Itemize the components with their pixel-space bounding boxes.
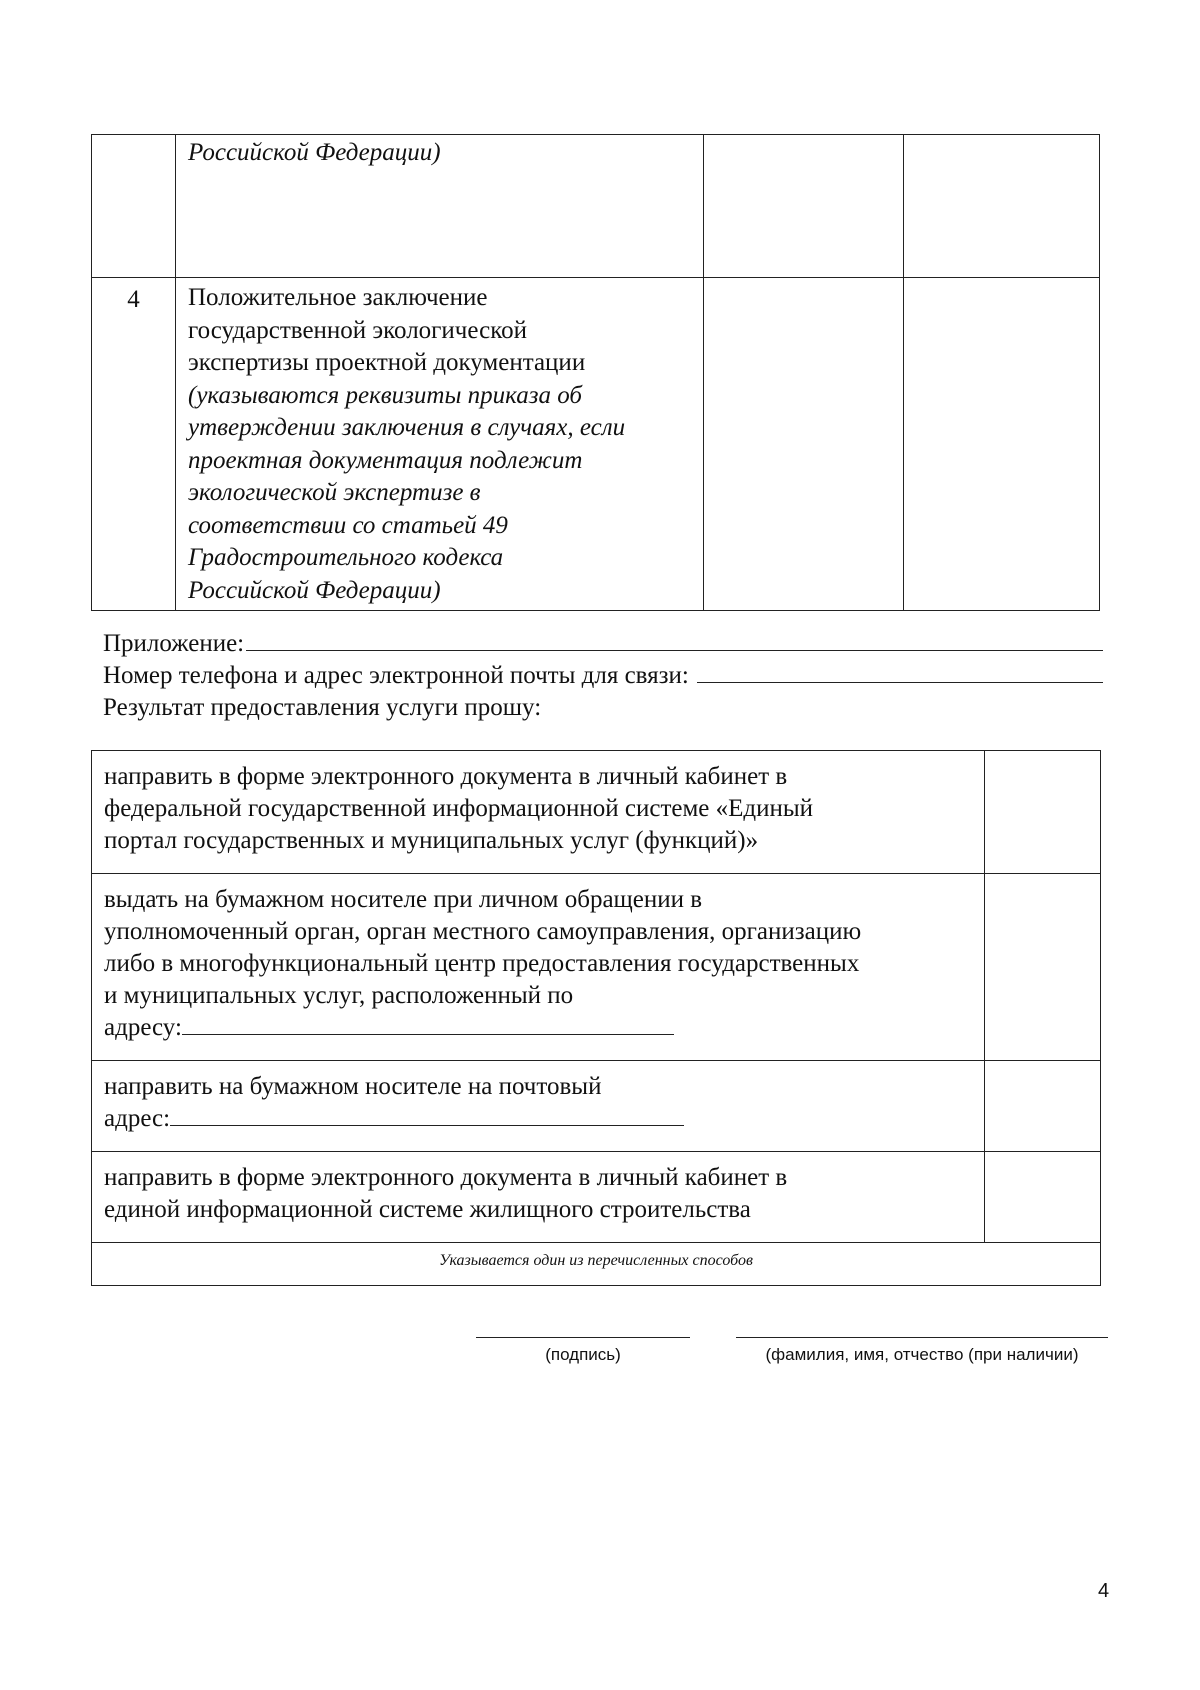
option-line: направить в форме электронного документа в личный кабинет в [104, 1164, 788, 1191]
empty-cell [704, 278, 904, 611]
option-line: направить в форме электронного документа в личный кабинет в [104, 763, 788, 790]
option-line: и муниципальных услуг, расположенный по [104, 982, 574, 1009]
description-italic: (указываются реквизиты приказа об [188, 381, 582, 409]
option-checkbox-cell[interactable] [985, 751, 1101, 874]
address-label: адресу: [104, 1014, 182, 1041]
description-italic: Российской Федерации) [188, 139, 441, 166]
description-italic: Градостроительного кодекса [188, 544, 504, 571]
page-number: 4 [1098, 1580, 1110, 1602]
full-name-caption: (фамилия, имя, отчество (при наличии) [765, 1345, 1079, 1364]
option-line: портал государственных и муниципальных услуг (функций)» [104, 827, 759, 854]
contact-label: Номер телефона и адрес электронной почты для связи: [103, 662, 689, 689]
description-italic: экологической экспертизе в [188, 479, 481, 506]
row-description [176, 135, 704, 278]
option-text [92, 874, 985, 1061]
option-row [92, 1061, 1101, 1152]
form-fields [103, 628, 1103, 724]
option-address-line [104, 1103, 974, 1135]
table-row [92, 135, 1100, 278]
attachment-label: Приложение: [103, 630, 245, 657]
full-name-line[interactable] [736, 1337, 1108, 1338]
address-input-line[interactable] [170, 1103, 684, 1126]
option-row [92, 1152, 1101, 1243]
options-note-row [92, 1243, 1101, 1286]
option-checkbox-cell[interactable] [985, 1061, 1101, 1152]
empty-cell [904, 278, 1100, 611]
signature-line[interactable] [476, 1337, 690, 1338]
description-italic: соответствии со статьей 49 [188, 511, 508, 539]
option-text [92, 1152, 985, 1243]
attachment-input-line[interactable] [246, 628, 1103, 651]
option-row [92, 751, 1101, 874]
option-address-line [104, 1012, 974, 1044]
option-line: либо в многофункциональный центр предоставления государственных [104, 950, 860, 977]
options-note: Указывается один из перечисленных способов [92, 1243, 1101, 1286]
description-italic: Российской Федерации) [188, 576, 441, 604]
option-line: направить на бумажном носителе на почтовый [104, 1073, 602, 1100]
contact-input-line[interactable] [697, 660, 1103, 683]
address-input-line[interactable] [182, 1012, 674, 1035]
address-label: адрес: [104, 1105, 171, 1132]
option-line: единой информационной системе жилищного строительства [104, 1196, 751, 1223]
documents-table [91, 134, 1100, 611]
table-row [92, 278, 1100, 611]
result-label-line [103, 692, 1103, 724]
option-checkbox-cell[interactable] [985, 1152, 1101, 1243]
row-number [92, 135, 176, 278]
option-line: федеральной государственной информационной системе «Единый [104, 795, 814, 822]
description-italic: утверждении заключения в случаях, если [188, 414, 626, 441]
row-number: 4 [92, 278, 176, 611]
option-checkbox-cell[interactable] [985, 874, 1101, 1061]
option-text [92, 1061, 985, 1152]
description-line: экспертизы проектной документации [188, 349, 586, 376]
row-description [176, 278, 704, 611]
signature-caption: (подпись) [545, 1345, 621, 1364]
description-italic: проектная документация подлежит [188, 446, 583, 474]
empty-cell [704, 135, 904, 278]
option-text [92, 751, 985, 874]
delivery-options-table [91, 750, 1101, 1286]
option-row [92, 874, 1101, 1061]
attachment-field [103, 628, 1103, 660]
contact-field [103, 660, 1103, 692]
option-line: выдать на бумажном носителе при личном обращении в [104, 886, 703, 913]
empty-cell [904, 135, 1100, 278]
description-line: государственной экологической [188, 316, 527, 344]
option-line: уполномоченный орган, орган местного самоуправления, организацию [104, 918, 862, 945]
description-line: Положительное заключение [188, 284, 488, 311]
result-label: Результат предоставления услуги прошу: [103, 694, 542, 721]
